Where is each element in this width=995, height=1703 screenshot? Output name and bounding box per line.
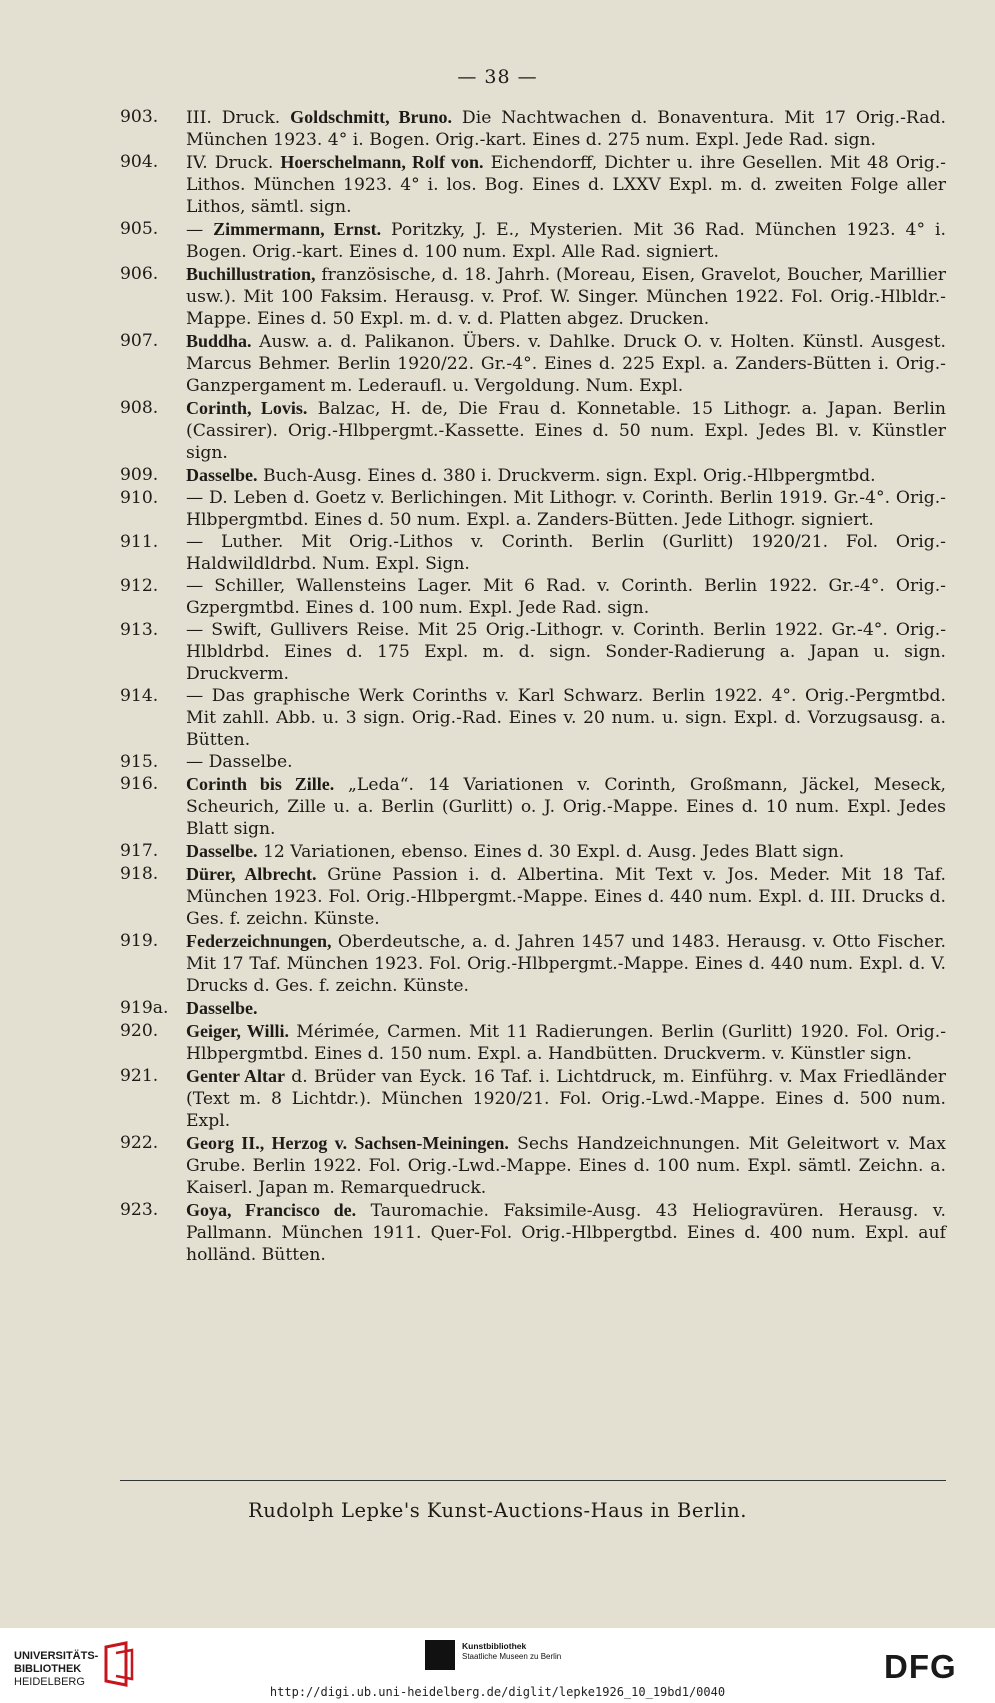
entry-description: Eichendorff, Dichter u. ihre Gesellen. Mit 48 Orig.-Lithos. München 1923. 4° i. los. Bog. Eines d. LXXV Expl. m. d. zweiten Folge aller Lithos, sämtl. sign. xyxy=(186,153,946,217)
kb-line-2: Staatliche Museen zu Berlin xyxy=(462,1652,562,1661)
catalogue-entry xyxy=(120,751,946,773)
entry-text xyxy=(186,773,946,840)
entry-number: 919. xyxy=(120,931,159,951)
catalogue-entry xyxy=(120,997,946,1020)
ub-logo-icon xyxy=(102,1641,136,1687)
entry-description: Ausw. a. d. Palikanon. Übers. v. Dahlke. Druck O. v. Holten. Künstl. Ausgest. Marcus Behmer. Berlin 1920/22. Gr.-4°. Eines d. 225 Expl. a. Zanders-Bütten i. Orig.-Ganzpergament m. Lederaufl. u. Vergoldung. Num. Expl. xyxy=(186,332,946,396)
entry-number: 919a. xyxy=(120,998,169,1018)
entry-number: 903. xyxy=(120,107,159,127)
entry-heading: Dasselbe. xyxy=(186,841,258,861)
entry-description: „Leda“. 14 Variationen v. Corinth, Großmann, Jäckel, Meseck, Scheurich, Zille u. a. Berlin (Gurlitt) o. J. Orig.-Mappe. Eines d. 10 num. Expl. Jedes Blatt sign. xyxy=(186,775,946,839)
entry-description: — Dasselbe. xyxy=(186,752,293,772)
entry-description: — D. Leben d. Goetz v. Berlichingen. Mit Lithogr. v. Corinth. Berlin 1919. Gr.-4°. Orig.-Hlbpergmtbd. Eines d. 50 num. Expl. a. Zanders-Bütten. Jede Lithogr. signiert. xyxy=(186,488,946,530)
entry-number: 908. xyxy=(120,398,159,418)
entry-description: — Schiller, Wallensteins Lager. Mit 6 Rad. v. Corinth. Berlin 1922. Gr.-4°. Orig.-Gzpergmtbd. Eines d. 100 num. Expl. Jede Rad. sign. xyxy=(186,576,946,618)
entry-text xyxy=(186,1065,946,1132)
entry-number: 904. xyxy=(120,152,159,172)
catalogue-entry xyxy=(120,218,946,263)
library-line-1: UNIVERSITÄTS- xyxy=(14,1650,99,1662)
entry-text xyxy=(186,330,946,397)
entry-number: 923. xyxy=(120,1200,159,1220)
entry-number: 917. xyxy=(120,841,159,861)
entry-text xyxy=(186,464,946,487)
catalogue-entry xyxy=(120,685,946,751)
entry-number: 907. xyxy=(120,331,159,351)
catalogue-entry xyxy=(120,773,946,840)
entry-description: Poritzky, J. E., Mysterien. Mit 36 Rad. München 1923. 4° i. Bogen. Orig.-kart. Eines d. 100 num. Expl. Alle Rad. signiert. xyxy=(186,220,946,262)
entry-heading: Goldschmitt, Bruno. xyxy=(290,107,453,127)
entry-heading: Zimmermann, Ernst. xyxy=(213,219,382,239)
kunstbibliothek-logo-icon xyxy=(425,1640,455,1670)
entry-heading: Buddha. xyxy=(186,331,252,351)
entry-heading: Corinth, Lovis. xyxy=(186,398,308,418)
library-line-3: HEIDELBERG xyxy=(14,1676,85,1688)
entry-heading: Georg II., Herzog v. Sachsen-Meiningen. xyxy=(186,1133,509,1153)
footer-rule xyxy=(120,1480,946,1481)
catalogue-entry xyxy=(120,619,946,685)
catalogue-entry xyxy=(120,575,946,619)
entry-text xyxy=(186,397,946,464)
entry-number: 914. xyxy=(120,686,159,706)
entry-text xyxy=(186,1199,946,1266)
catalogue-entry xyxy=(120,1199,946,1266)
entry-number: 910. xyxy=(120,488,159,508)
dfg-logo[interactable]: DFG xyxy=(884,1648,957,1685)
entry-number: 912. xyxy=(120,576,159,596)
catalogue-entry xyxy=(120,531,946,575)
catalogue-entry xyxy=(120,487,946,531)
entry-text xyxy=(186,1132,946,1199)
entry-text xyxy=(186,1020,946,1065)
kb-line-1: Kunstbibliothek xyxy=(462,1641,527,1651)
entry-heading: Buchillustration, xyxy=(186,264,316,284)
catalogue-entry xyxy=(120,106,946,151)
entry-prefix: IV. Druck. xyxy=(186,153,281,173)
entry-prefix: — xyxy=(186,220,214,240)
entry-text xyxy=(186,106,946,151)
entry-number: 913. xyxy=(120,620,159,640)
catalogue-entry xyxy=(120,1020,946,1065)
catalogue-entry xyxy=(120,464,946,487)
entry-text xyxy=(186,531,946,575)
entry-description: französische, d. 18. Jahrh. (Moreau, Eisen, Gravelot, Boucher, Marillier usw.). Mit 100 Faksim. Herausg. v. Prof. W. Singer. München 1922. Fol. Orig.-Hlbldr.-Mappe. Eines d. 50 Expl. m. d. v. d. Platten abgez. Drucken. xyxy=(186,265,946,329)
entry-number: 906. xyxy=(120,264,159,284)
catalogue-entry xyxy=(120,330,946,397)
entry-number: 918. xyxy=(120,864,159,884)
catalogue-entry xyxy=(120,397,946,464)
entry-heading: Genter Altar xyxy=(186,1066,285,1086)
entry-number: 909. xyxy=(120,465,159,485)
entry-number: 920. xyxy=(120,1021,159,1041)
entry-number: 921. xyxy=(120,1066,159,1086)
entry-text xyxy=(186,218,946,263)
entry-text xyxy=(186,263,946,330)
catalogue-entries xyxy=(120,106,946,1266)
catalogue-entry xyxy=(120,840,946,863)
page-footer: Rudolph Lepke's Kunst-Auctions-Haus in Berlin. xyxy=(248,1499,747,1522)
entry-text xyxy=(186,997,946,1020)
entry-number: 905. xyxy=(120,219,159,239)
entry-text xyxy=(186,863,946,930)
entry-heading: Hoerschelmann, Rolf von. xyxy=(280,152,484,172)
entry-heading: Dasselbe. xyxy=(186,465,258,485)
entry-number: 915. xyxy=(120,752,159,772)
entry-text xyxy=(186,751,946,773)
entry-description: Tauromachie. Faksimile-Ausg. 43 Heliogravüren. Herausg. v. Pallmann. München 1911. Quer-Fol. Orig.-Hlbpergtbd. Eines d. 400 num. Expl. auf holländ. Bütten. xyxy=(186,1201,946,1265)
entry-description: Grüne Passion i. d. Albertina. Mit Text v. Jos. Meder. Mit 18 Taf. München 1923. Fol. Orig.-Hlbpergmt.-Mappe. Eines d. 440 num. Expl. d. III. Drucks d. Ges. f. zeichn. Künste. xyxy=(186,865,946,929)
catalogue-entry xyxy=(120,863,946,930)
entry-description: — Das graphische Werk Corinths v. Karl Schwarz. Berlin 1922. 4°. Orig.-Pergmtbd. Mit zahll. Abb. u. 3 sign. Orig.-Rad. Eines v. 20 num. u. sign. Expl. d. Vorzugsausg. a. Bütten. xyxy=(186,686,946,750)
kunstbibliothek-label xyxy=(462,1641,561,1662)
entry-heading: Dasselbe. xyxy=(186,998,258,1018)
entry-description: Balzac, H. de, Die Frau d. Konnetable. 15 Lithogr. a. Japan. Berlin (Cassirer). Orig.-Hlbpergmt.-Kassette. Eines d. 50 num. Expl. Jedes Bl. v. Künstler sign. xyxy=(186,399,946,463)
entry-description: — Swift, Gullivers Reise. Mit 25 Orig.-Lithogr. v. Corinth. Berlin 1922. Gr.-4°. Orig.-Hlbldrbd. Eines d. 175 Expl. m. d. sign. Sonder-Radierung a. Japan u. sign. Druckverm. xyxy=(186,620,946,684)
ub-heidelberg-logo[interactable] xyxy=(14,1650,98,1689)
entry-text xyxy=(186,151,946,218)
catalogue-entry xyxy=(120,930,946,997)
entry-description: Sechs Handzeichnungen. Mit Geleitwort v. Max Grube. Berlin 1922. Fol. Orig.-Lwd.-Mappe. Eines d. 100 num. Expl. sämtl. Zeichn. a. Kaiserl. Japan m. Remarquedruck. xyxy=(186,1134,946,1198)
entry-text xyxy=(186,487,946,531)
entry-description: Oberdeutsche, a. d. Jahren 1457 und 1483. Herausg. v. Otto Fischer. Mit 17 Taf. München 1923. Fol. Orig.-Hlbpergmt.-Mappe. Eines d. 440 num. Expl. d. V. Drucks d. Ges. f. zeichn. Künste. xyxy=(186,932,946,996)
entry-text xyxy=(186,840,946,863)
entry-text xyxy=(186,930,946,997)
entry-description: Mérimée, Carmen. Mit 11 Radierungen. Berlin (Gurlitt) 1920. Fol. Orig.-Hlbpergmtbd. Eines d. 150 num. Expl. a. Handbütten. Druckverm. v. Künstler sign. xyxy=(186,1022,946,1064)
entry-description: Buch-Ausg. Eines d. 380 i. Druckverm. sign. Expl. Orig.-Hlbpergmtbd. xyxy=(257,466,876,486)
entry-description: — Luther. Mit Orig.-Lithos v. Corinth. Berlin (Gurlitt) 1920/21. Fol. Orig.-Haldwildldrbd. Num. Expl. Sign. xyxy=(186,532,946,574)
entry-heading: Goya, Francisco de. xyxy=(186,1200,357,1220)
entry-text xyxy=(186,575,946,619)
entry-heading: Dürer, Albrecht. xyxy=(186,864,317,884)
entry-description: d. Brüder van Eyck. 16 Taf. i. Lichtdruck, m. Einführg. v. Max Friedländer (Text m. 8 Lichtdr.). München 1920/21. Fol. Orig.-Lwd.-Mappe. Eines d. 500 num. Expl. xyxy=(186,1067,946,1131)
entry-description: Die Nachtwachen d. Bonaventura. Mit 17 Orig.-Rad. München 1923. 4° i. Bogen. Orig.-kart. Eines d. 275 num. Expl. Jede Rad. sign. xyxy=(186,108,946,150)
entry-heading: Federzeichnungen, xyxy=(186,931,332,951)
page-number: — 38 — xyxy=(457,66,538,88)
catalogue-entry xyxy=(120,263,946,330)
entry-text xyxy=(186,619,946,685)
entry-number: 916. xyxy=(120,774,159,794)
library-line-2: BIBLIOTHEK xyxy=(14,1663,82,1675)
catalogue-entry xyxy=(120,1065,946,1132)
entry-prefix: III. Druck. xyxy=(186,108,291,128)
catalogue-entry xyxy=(120,1132,946,1199)
entry-text xyxy=(186,685,946,751)
entry-number: 911. xyxy=(120,532,159,552)
entry-description: 12 Variationen, ebenso. Eines d. 30 Expl. d. Ausg. Jedes Blatt sign. xyxy=(257,842,845,862)
catalogue-entry xyxy=(120,151,946,218)
entry-number: 922. xyxy=(120,1133,159,1153)
entry-heading: Corinth bis Zille. xyxy=(186,774,335,794)
entry-heading: Geiger, Willi. xyxy=(186,1021,289,1041)
page-url[interactable]: http://digi.ub.uni-heidelberg.de/diglit/lepke1926_10_19bd1/0040 xyxy=(269,1685,726,1699)
